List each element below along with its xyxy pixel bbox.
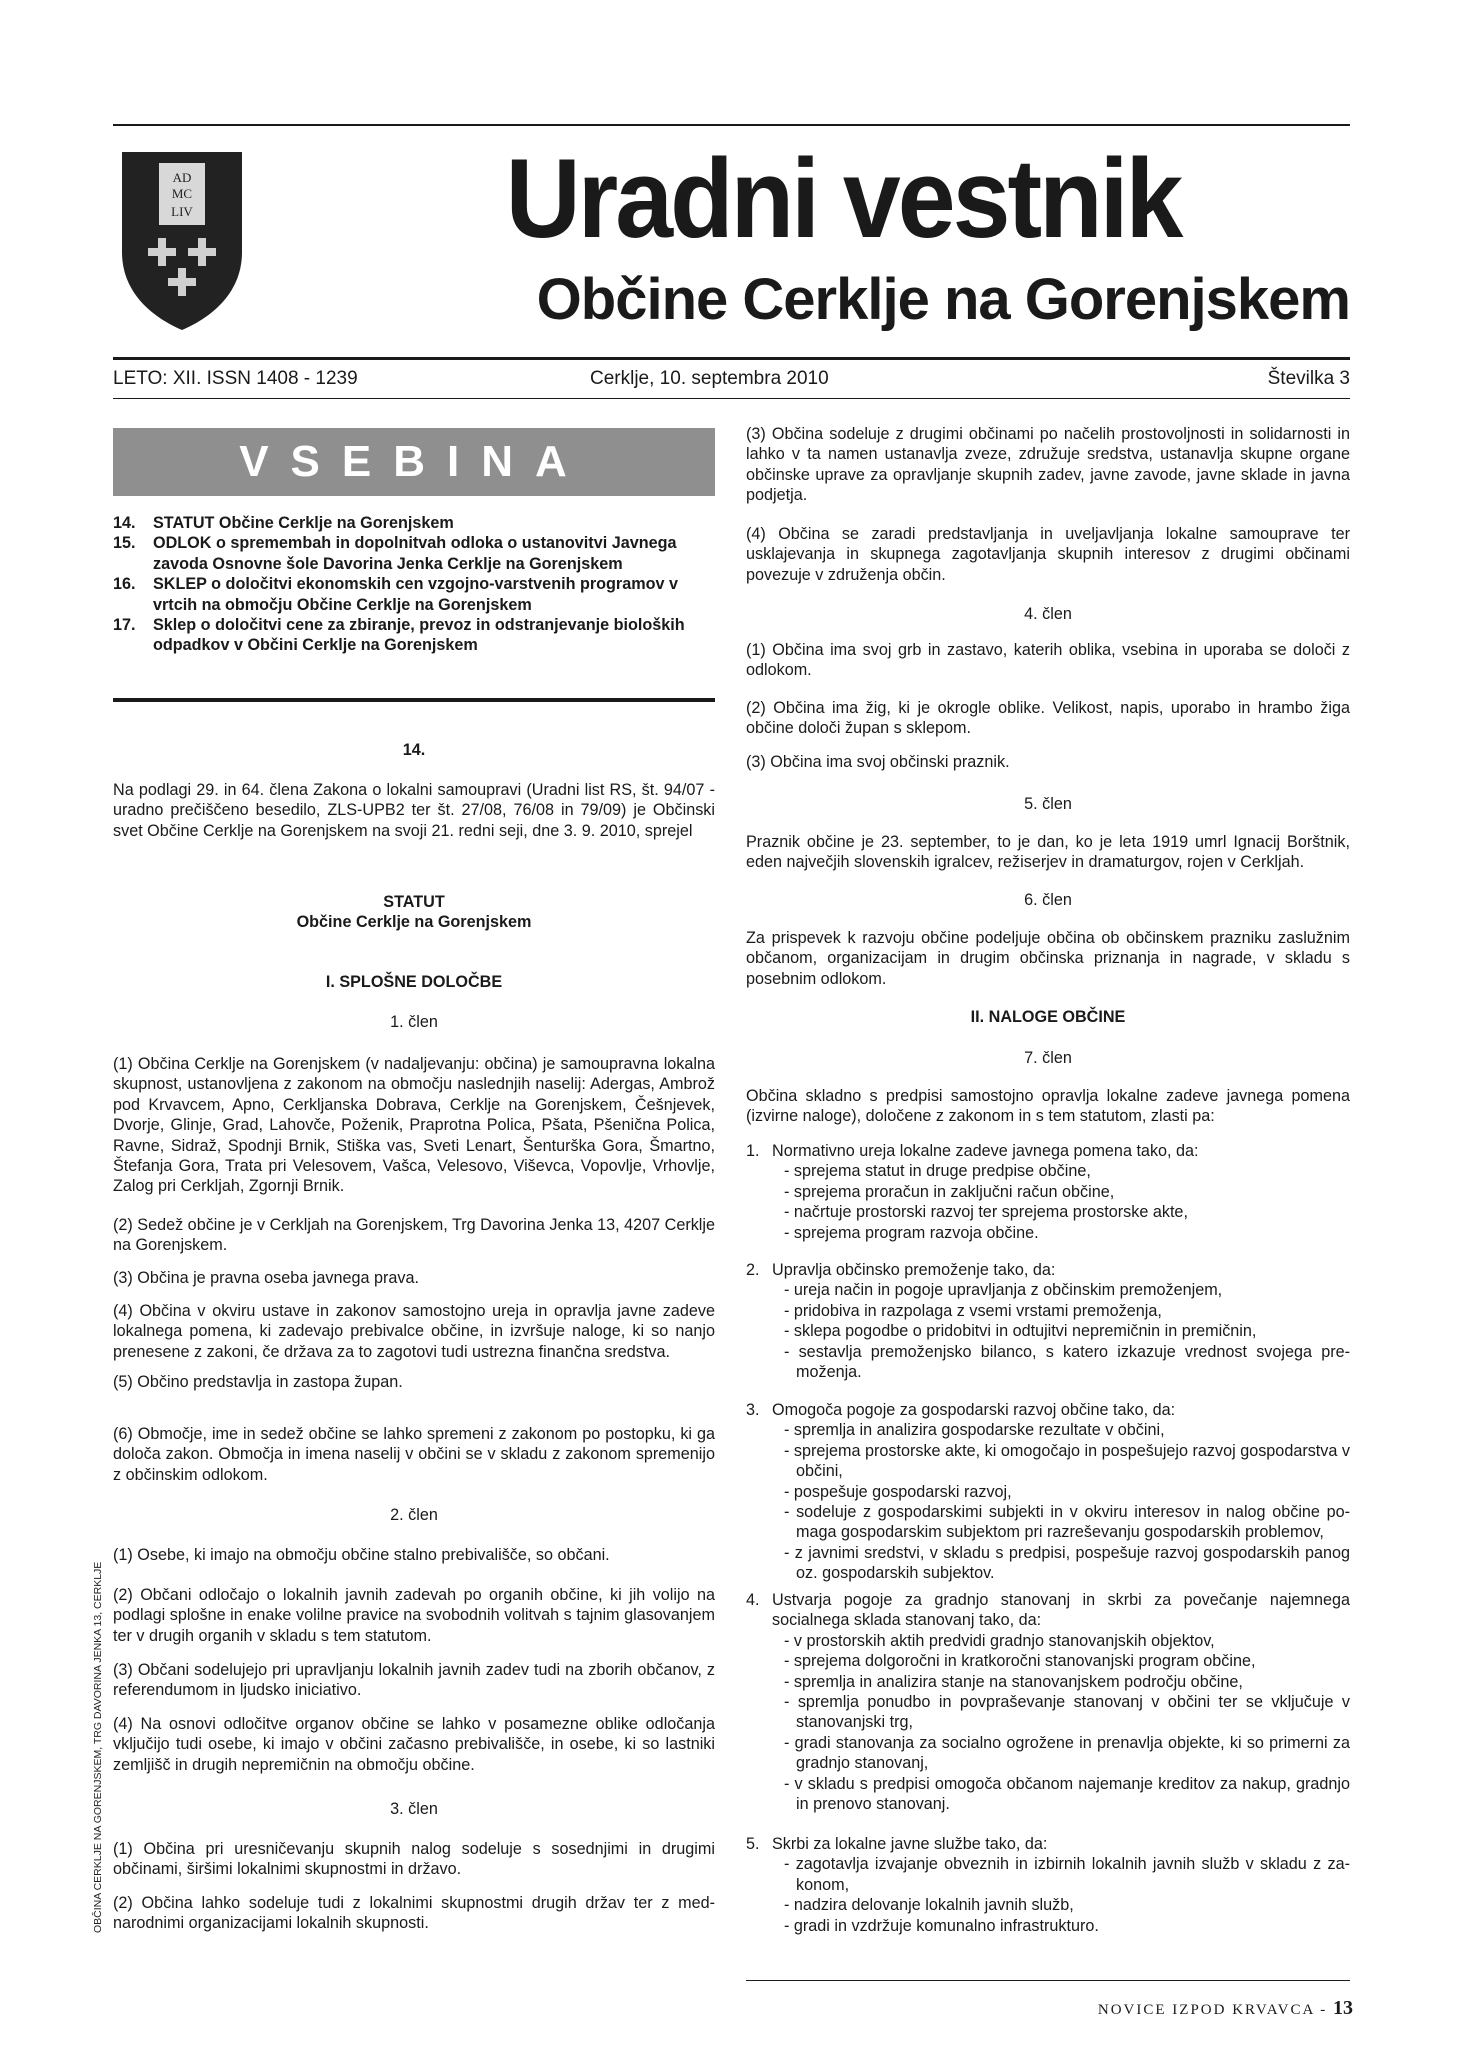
issue-number: Številka 3 <box>1267 368 1350 389</box>
contents-heading: VSEBINA <box>239 437 589 486</box>
list-subitem: - pospešuje gospodarski razvoj, <box>784 1482 1012 1501</box>
preamble: Na podlagi 29. in 64. člena Zakona o lokalni samoupravi (Uradni list RS, št. 94/07 - uradno prečiščeno besedilo, ZLS-UPB2 ter št. 27/08, 76/08 in 79/09) je Občinski svet Občine Cerklje na Gorenjskem na svoji 21. redni seji, dne 3. 9. 2010, sprejel <box>113 781 715 840</box>
paragraph: (2) Občani odločajo o lokalnih javnih zadevah po organih občine, ki jih volijo na podlagi splošne in enake volilne pravice na svobodnih volitvah s tajnim glasovanjem ter v drugih organih v skladu s tem statutom. <box>113 1586 715 1645</box>
paragraph: Praznik občine je 23. september, to je dan, ko je leta 1919 umrl Ignacij Borštnik, eden največjih slovenskih igralcev, režiserjev in dramaturgov, rojen v Cerkljah. <box>746 833 1350 872</box>
svg-text:LIV: LIV <box>171 204 193 219</box>
contents-banner <box>113 428 715 496</box>
statut-subtitle: Občine Cerklje na Gorenjskem <box>296 913 532 931</box>
footer-publication: NOVICE IZPOD KRVAVCA - <box>1097 2002 1328 2018</box>
svg-text:MC: MC <box>171 186 193 201</box>
svg-text:AD: AD <box>172 170 192 185</box>
page-number: 13 <box>1333 1997 1353 2019</box>
list-subitem: - pridobiva in razpolaga z vsemi vrstami premoženja, <box>784 1301 1162 1320</box>
list-subitem: - sprejema proračun in zaključni račun občine, <box>784 1182 1115 1201</box>
sidebar-address: OBČINA CERKLJE NA GORENJSKEM, TRG DAVORINA JENKA 13, CERKLJE <box>92 1561 104 1933</box>
tasks-list-5: 5. Skrbi za lokalne javne službe tako, da: - zagotavlja izvajanje obveznih in izbirnih lokalnih javnih služb v skladu z zakonom, - nadzira delovanje lokalnih javnih služb, - gradi in vzdržuje komunalno infrastrukturo. <box>746 1835 1350 1935</box>
list-subitem: - načrtuje prostorski razvoj ter sprejema prostorske akte, <box>784 1203 1188 1222</box>
article-heading: 6. člen <box>1024 891 1072 909</box>
paragraph: (4) Na osnovi odločitve organov občine se lahko v posamezne oblike odločanja vključijo tudi osebe, ki imajo v občini začasno prebivališče, in osebe, ki so lastniki zemljišč in drugih nepremičnin na območju občine. <box>113 1715 715 1774</box>
list-subitem: - spremlja ponudbo in povpraševanje stanovanj v občini ter se vključuje v stanovanjski trg, <box>784 1693 1350 1732</box>
chapter-heading: II. NALOGE OBČINE <box>970 1008 1126 1026</box>
meta-bottom-rule <box>113 398 1350 399</box>
list-item: Ustvarja pogoje za gradnjo stanovanj in skrbi za povečanje najemnega socialnega sklada stanovanj tako, da: <box>772 1591 1350 1630</box>
top-rule <box>113 124 1350 126</box>
paragraph: (1) Občina Cerklje na Gorenjskem (v nadaljevanju: občina) je samoupravna lokalna skupnost, ustanovljena z zakonom na območju naslednjih naselij: Adergas, Ambrož pod Krvavcem, Apno, Cerkljanska Dobrava, Cerklje na Gorenjskem, Češnjevek, Dvorje, Glinje, Grad, Lahovče, Poženik, Praprotna Polica, Pšata, Pšenična Polica, Ravne, Sidraž, Spodnji Brnik, Stiška vas, Sveti Lenart, Šenturška Gora, Šmartno, Štefanja Gora, Trata pri Velesovem, Vašca, Velesovo, Viševca, Vopovlje, Vrhovlje, Zalog pri Cerkljah, Zgornji Brnik. <box>113 1055 715 1196</box>
paragraph: (3) Občina sodeluje z drugimi občinami po načelih prostovoljnosti in solidarnosti in lahko v ta namen ustanavlja zveze, združuje sredstva, ustanavlja skupne organe občinske uprave za opravljanje skupnih zadev, javne zavode, javne sklade in javna podjetja. <box>746 425 1350 505</box>
list-subitem: - sprejema program razvoja občine. <box>784 1223 1039 1242</box>
list-subitem: - v skladu s predpisi omogoča občanom najemanje kreditov za nakup, gradnjo in prenovo stanovanj. <box>784 1774 1350 1814</box>
coat-of-arms-icon <box>118 148 246 334</box>
paragraph: (4) Občina se zaradi predstavljanja in uveljavljanja lokalne samouprave ter usklajevanja in skupnega zagotavljanja skupnih interesov z drugimi občinami povezuje v združenja občin. <box>746 525 1350 584</box>
masthead-title: Uradni vestnik <box>505 136 1181 263</box>
paragraph: (2) Občina ima žig, ki je okrogle oblike. Velikost, napis, uporabo in hrambo žiga občine določi župan s sklepom. <box>746 699 1350 738</box>
list-item: Skrbi za lokalne javne službe tako, da: <box>772 1835 1048 1853</box>
list-item: Omogoča pogoje za gospodarski razvoj občine tako, da: <box>772 1401 1176 1419</box>
list-item: Normativno ureja lokalne zadeve javnega pomena tako, da: <box>772 1142 1199 1160</box>
paragraph: (2) Sedež občine je v Cerkljah na Gorenjskem, Trg Davorina Jenka 13, 4207 Cerklje na Gorenjskem. <box>113 1216 715 1255</box>
paragraph: (2) Občina lahko sodeluje tudi z lokalnimi skupnostmi drugih držav ter z mednarodnimi organizacijami lokalnih skupnosti. <box>113 1894 715 1933</box>
paragraph: (1) Občina pri uresničevanju skupnih nalog sodeluje s sosednjimi in drugimi občinami, širšimi lokalnimi skupnostmi in državo. <box>113 1840 715 1879</box>
tasks-list-1: 1. Normativno ureja lokalne zadeve javnega pomena tako, da: - sprejema statut in druge predpise občine, - sprejema proračun in zaključni račun občine, - načrtuje prostorski razvoj ter sprejema prostorske akte, - sprejema program razvoja občine. <box>746 1141 1350 1243</box>
paragraph: (4) Občina v okviru ustave in zakonov samostojno ureja in opravlja javne zadeve lokalnega pomena, ki zadevajo prebivalce občine, in izvršuje naloge, ki so nanjo prenesene z zakoni, če država za to zagotovi tudi ustrezna finančna sredstva. <box>113 1302 715 1361</box>
paragraph: Občina skladno s predpisi samostojno opravlja lokalne zadeve javnega pomena (izvirne naloge), določene z zakonom in s tem statutom, zlasti pa: <box>746 1087 1350 1126</box>
masthead-subtitle: Občine Cerklje na Gorenjskem <box>536 267 1350 332</box>
article-heading: 4. člen <box>1024 605 1072 623</box>
list-subitem: - v prostorskih aktih predvidi gradnjo stanovanjskih objektov, <box>784 1631 1215 1650</box>
issue-year-issn: LETO: XII. ISSN 1408 - 1239 <box>113 368 358 389</box>
list-subitem: - spremlja in analizira gospodarske rezultate v občini, <box>784 1421 1165 1440</box>
section-rule <box>113 698 715 702</box>
article-heading: 2. člen <box>390 1506 438 1524</box>
article-heading: 3. člen <box>390 1800 438 1818</box>
list-subitem: - nadzira delovanje lokalnih javnih služb, <box>784 1896 1074 1915</box>
statut-title: STATUT <box>383 893 445 911</box>
contents-item[interactable]: 16. SKLEP o določitvi ekonomskih cen vzgojno-varstvenih programov v vrtcih na območju Občine Cerklje na Gorenjskem <box>113 575 679 614</box>
contents-item[interactable]: 17. Sklep o določitvi cene za zbiranje, prevoz in odstranjevanje bioloških odpadkov v Občini Cerklje na Gorenjskem <box>113 616 685 655</box>
paragraph: (5) Občino predstavlja in zastopa župan. <box>113 1373 403 1391</box>
list-subitem: - sodeluje z gospodarskimi subjekti in v okviru interesov in nalog občine pomaga gospodarskim subjektom pri razreševanju gospodarskih problemov, <box>784 1503 1350 1542</box>
list-subitem: - gradi in vzdržuje komunalno infrastrukturo. <box>784 1916 1099 1935</box>
list-subitem: - zagotavlja izvajanje obveznih in izbirnih lokalnih javnih služb v skladu z zakonom, <box>784 1855 1350 1894</box>
act-number: 14. <box>402 741 426 759</box>
article-heading: 7. člen <box>1024 1049 1072 1067</box>
page-footer <box>1098 1998 1353 2020</box>
paragraph: Za prispevek k razvoju občine podeljuje občina ob občinskem prazniku zaslužnim občanom, organizacijam in drugim občinska priznanja in nagrade, v skladu s posebnim odlokom. <box>746 929 1350 988</box>
list-subitem: - sestavlja premoženjsko bilanco, s katero izkazuje vrednost svojega premoženja. <box>784 1342 1350 1382</box>
list-subitem: - ureja način in pogoje upravljanja z občinskim premoženjem, <box>784 1281 1223 1300</box>
meta-top-rule <box>113 357 1350 360</box>
list-subitem: - z javnimi sredstvi, v skladu s predpisi, pospešuje razvoj gospodarskih panog oz. gospodarskih subjektov. <box>784 1543 1350 1583</box>
paragraph: (3) Občani sodelujejo pri upravljanju lokalnih javnih zadev tudi na zborih občanov, z referendumom in ljudsko iniciativo. <box>113 1661 715 1700</box>
paragraph: (3) Občina ima svoj občinski praznik. <box>746 753 1010 771</box>
list-subitem: - sprejema prostorske akte, ki omogočajo in pospešujejo razvoj gospodarstva v občini, <box>784 1441 1350 1481</box>
tasks-list-3: 3. Omogoča pogoje za gospodarski razvoj občine tako, da: - spremlja in analizira gospodarske rezultate v občini, - sprejema prostorske akte, ki omogočajo in pospešujejo razvoj gospodarstva v občini, - pospešuje gospodarski razvoj, - sodeluje z gospodarskimi subjekti in v okviru interesov in nalog občine pomaga gospodarskim subjektom pri razreševanju gospodarskih problemov, - z javnimi sredstvi, v skladu s predpisi, pospešuje razvoj gospodarskih panog oz. gospodarskih subjektov. <box>746 1401 1350 1583</box>
contents-item[interactable]: 14. STATUT Občine Cerklje na Gorenjskem <box>113 514 454 532</box>
contents-item[interactable]: 15. ODLOK o spremembah in dopolnitvah odloka o ustanovitvi Javnega zavoda Osnovne šole Davorina Jenka Cerklje na Gorenjskem <box>113 534 677 573</box>
paragraph: (6) Območje, ime in sedež občine se lahko spremeni z zakonom po postopku, ki ga določa zakon. Območja in imena naselij v občini se v skladu z zakonom spremenijo z občinskim odlokom. <box>113 1425 715 1484</box>
contents-list <box>113 513 715 656</box>
list-item: Upravlja občinsko premoženje tako, da: <box>772 1261 1056 1279</box>
chapter-heading: I. SPLOŠNE DOLOČBE <box>325 973 503 991</box>
list-subitem: - gradi stanovanja za socialno ogrožene in prenavlja objekte, ki so primerni za gradnjo stanovanj, <box>784 1733 1350 1773</box>
paragraph: (1) Osebe, ki imajo na območju občine stalno prebivališče, so občani. <box>113 1546 610 1564</box>
list-subitem: - sklepa pogodbe o pridobitvi in odtujitvi nepremičnin in premičnin, <box>784 1322 1257 1341</box>
paragraph: (3) Občina je pravna oseba javnega prava. <box>113 1269 419 1287</box>
article-heading: 1. člen <box>390 1013 438 1031</box>
paragraph: (1) Občina ima svoj grb in zastavo, katerih oblika, vsebina in uporaba se določi z odlokom. <box>746 641 1350 680</box>
footer-rule <box>746 1980 1350 1981</box>
tasks-list-4: 4. Ustvarja pogoje za gradnjo stanovanj in skrbi za povečanje najemnega socialnega sklada stanovanj tako, da: - v prostorskih aktih predvidi gradnjo stanovanjskih objektov, - sprejema dolgoročni in kratkoročni stanovanjski program občine, - spremlja in analizira stanje na stanovanjskem področju občine, - spremlja ponudbo in povpraševanje stanovanj v občini ter se vključuje v stanovanjski trg, - gradi stanovanja za socialno ogrožene in prenavlja objekte, ki so primerni za gradnjo stanovanj, - v skladu s predpisi omogoča občanom najemanje kreditov za nakup, gradnjo in prenovo stanovanj. <box>746 1591 1350 1814</box>
list-subitem: - sprejema dolgoročni in kratkoročni stanovanjski program občine, <box>784 1652 1256 1671</box>
list-subitem: - sprejema statut in druge predpise občine, <box>784 1162 1091 1181</box>
issue-date: Cerklje, 10. septembra 2010 <box>590 368 829 389</box>
article-heading: 5. člen <box>1024 795 1072 813</box>
list-subitem: - spremlja in analizira stanje na stanovanjskem področju občine, <box>784 1672 1243 1691</box>
tasks-list-2: 2. Upravlja občinsko premoženje tako, da: - ureja način in pogoje upravljanja z občinskim premoženjem, - pridobiva in razpolaga z vsemi vrstami premoženja, - sklepa pogodbe o pridobitvi in odtujitvi nepremičnin in premičnin, - sestavlja premoženjsko bilanco, s katero izkazuje vrednost svojega premoženja. <box>746 1261 1350 1382</box>
